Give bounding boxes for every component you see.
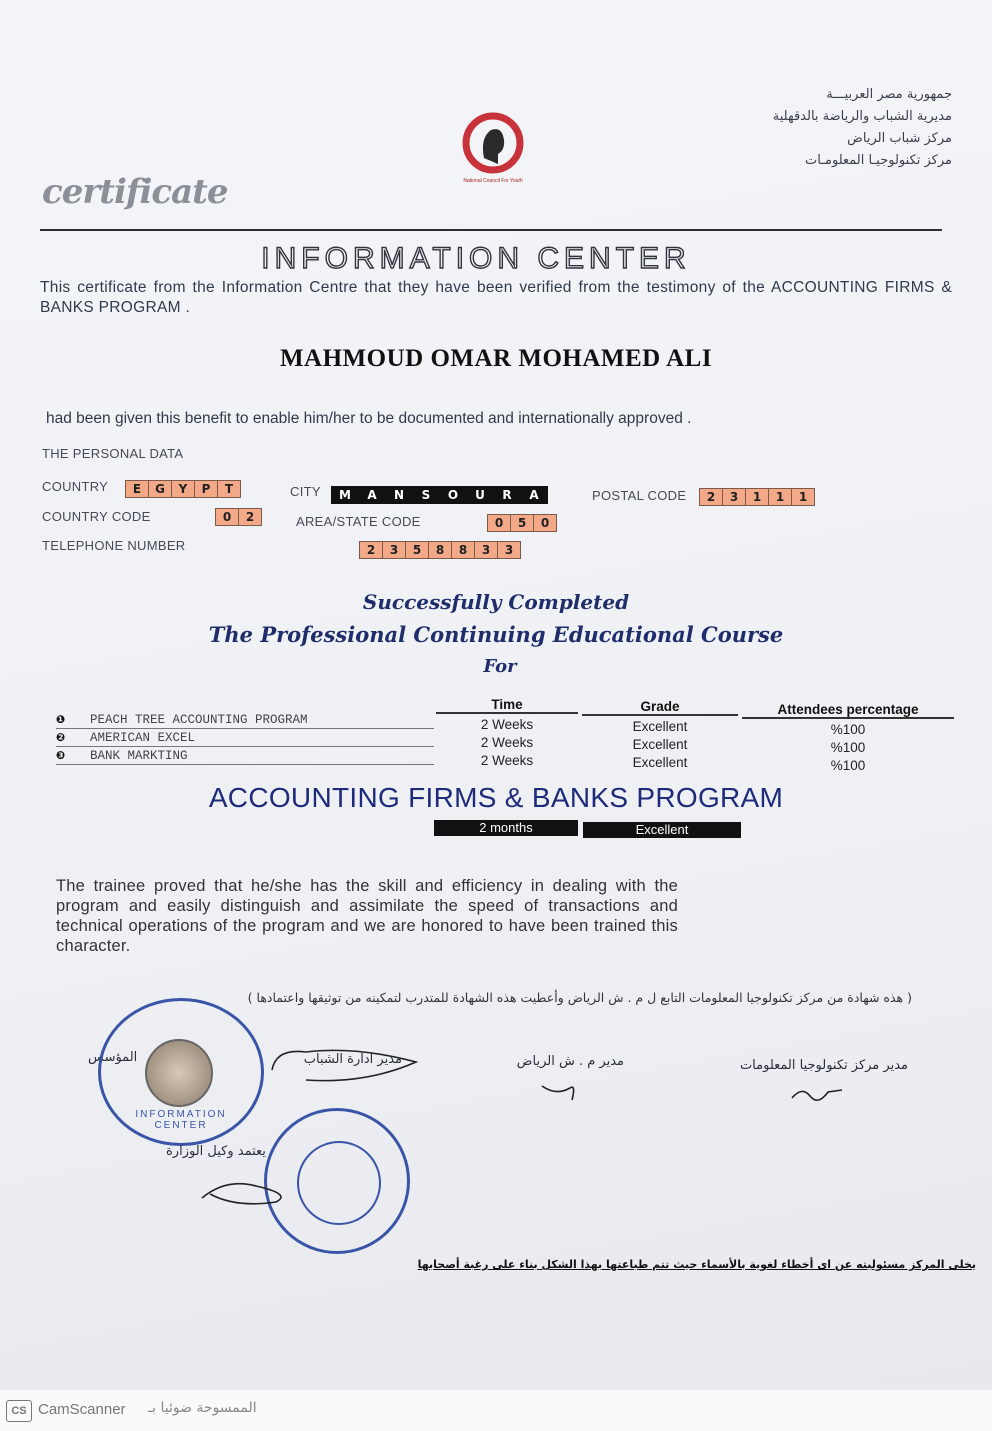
header-line: جمهورية مصر العربيـــة — [826, 87, 952, 102]
disclaimer: يخلى المركز مسئوليته عن اى أخطاء لغوية بالأسماء حيث تتم طباعتها بهذا الشكل بناء على رغبة أصحابها — [417, 1258, 976, 1271]
signature-scribble-icon — [196, 1172, 306, 1212]
country-label: COUNTRY — [42, 479, 109, 494]
char-box: Y — [171, 480, 195, 498]
course-row — [56, 747, 434, 765]
char-box: T — [217, 480, 241, 498]
char-box: 3 — [722, 488, 746, 506]
recipient-name: MAHMOUD OMAR MOHAMED ALI — [279, 345, 713, 372]
char-box: M — [331, 486, 359, 504]
char-box: 0 — [487, 514, 511, 532]
char-box: E — [125, 480, 149, 498]
course-row — [56, 711, 434, 729]
council-logo — [458, 98, 528, 188]
logo-caption: National Council For Youth — [463, 178, 523, 184]
postal-boxes — [700, 488, 815, 506]
country-boxes — [126, 480, 241, 498]
header-line: مديرية الشباب والرياضة بالدقهلية — [772, 109, 952, 124]
hologram-seal-icon — [145, 1039, 213, 1107]
country-code-boxes — [216, 508, 262, 526]
char-box: R — [493, 486, 521, 504]
time-cell: 2 Weeks — [480, 717, 534, 732]
header-line: مركز تكنولوجيـا المعلومـات — [805, 153, 952, 168]
signature-center-manager: مدير م . ش الرياض — [516, 1054, 624, 1069]
given-text: had been given this benefit to enable him/her to be documented and internationally approved . — [46, 410, 692, 427]
signature-youth-manager: مدير ادارة الشباب — [303, 1052, 402, 1067]
char-box: O — [439, 486, 467, 504]
eagle-emblem-icon — [297, 1141, 381, 1225]
grade-cell: Excellent — [632, 755, 688, 770]
time-cell: 2 Weeks — [480, 753, 534, 768]
scanner-brand: CamScanner — [38, 1401, 126, 1418]
course-name: AMERICAN EXCEL — [90, 730, 196, 745]
scanner-footer — [0, 1390, 992, 1431]
course-row — [56, 729, 434, 747]
header-rule — [40, 229, 942, 231]
char-box: 1 — [791, 488, 815, 506]
char-box: 2 — [359, 541, 383, 559]
time-cell: 2 Weeks — [480, 735, 534, 750]
char-box: 3 — [474, 541, 498, 559]
grade-cell: Excellent — [632, 737, 688, 752]
char-box: 2 — [699, 488, 723, 506]
program-duration: 2 months — [434, 820, 578, 836]
col-grade: Grade — [582, 699, 738, 716]
phone-label: TELEPHONE NUMBER — [42, 538, 186, 553]
arabic-note: ( هذه شهادة من مركز تكنولوجيا المعلومات التابع ل م . ش الرياض وأعطيت هذه الشهادة للمتدرب لتمكينه من توثيقها واعتمادها ) — [247, 990, 912, 1005]
signature-founder: المؤسس — [88, 1050, 138, 1065]
grade-cell: Excellent — [632, 719, 688, 734]
col-time: Time — [436, 697, 578, 714]
area-code-boxes — [488, 514, 557, 532]
scanner-arabic: الممسوحة ضوئيا بـ — [148, 1400, 257, 1416]
logo-emblem-icon — [458, 98, 528, 188]
area-code-label: AREA/STATE CODE — [296, 514, 421, 529]
char-box: 3 — [497, 541, 521, 559]
char-box: S — [412, 486, 440, 504]
postal-label: POSTAL CODE — [592, 488, 687, 503]
signature-scribble-icon — [536, 1074, 596, 1104]
attend-cell: %100 — [830, 758, 866, 773]
char-box: 0 — [533, 514, 557, 532]
char-box: 8 — [428, 541, 452, 559]
page-title: INFORMATION CENTER — [261, 242, 691, 275]
char-box: A — [520, 486, 548, 504]
arabic-header — [773, 84, 952, 172]
course-name: BANK MARKTING — [90, 748, 188, 763]
attend-cell: %100 — [830, 722, 866, 737]
char-box: P — [194, 480, 218, 498]
intro-text: This certificate from the Information Centre that they have been verified from the testimony of the ACCOUNTING FIRMS & BANKS PROGRAM . — [40, 279, 952, 316]
attend-cell: %100 — [830, 740, 866, 755]
signature-it-manager: مدير مركز تكنولوجيا المعلومات — [739, 1058, 908, 1073]
char-box: U — [466, 486, 494, 504]
personal-data-label: THE PERSONAL DATA — [42, 446, 184, 461]
program-grade: Excellent — [583, 822, 741, 838]
city-boxes — [332, 486, 548, 504]
char-box: N — [385, 486, 413, 504]
char-box: 0 — [215, 508, 239, 526]
completed-line: Successfully Completed — [362, 590, 630, 614]
country-code-label: COUNTRY CODE — [42, 509, 151, 524]
information-center-stamp — [98, 998, 264, 1146]
certificate-word: certificate — [42, 172, 228, 212]
char-box: 5 — [510, 514, 534, 532]
course-name: PEACH TREE ACCOUNTING PROGRAM — [90, 712, 308, 727]
program-name: ACCOUNTING FIRMS & BANKS PROGRAM — [208, 782, 784, 813]
col-attend: Attendees percentage — [742, 702, 954, 719]
char-box: 8 — [451, 541, 475, 559]
char-box: 1 — [745, 488, 769, 506]
bullet-icon: ❶ — [56, 713, 66, 726]
trainee-text: The trainee proved that he/she has the skill and efficiency in dealing with the program and easily distinguish and assimilate the speed of transactions and technical operations of the program and we are honored to have been trained this character. — [56, 877, 678, 955]
char-box: 5 — [405, 541, 429, 559]
char-box: G — [148, 480, 172, 498]
city-label: CITY — [290, 484, 321, 499]
course-line: The Professional Continuing Educational Course — [208, 622, 784, 647]
for-line: For — [483, 656, 517, 677]
ministry-approval: يعتمد وكيل الوزارة — [166, 1144, 266, 1159]
stamp-text: INFORMATION CENTER — [135, 1109, 227, 1131]
char-box: A — [358, 486, 386, 504]
bullet-icon: ❸ — [56, 749, 66, 762]
signature-scribble-icon — [266, 1040, 436, 1090]
char-box: 2 — [238, 508, 262, 526]
phone-boxes — [360, 541, 521, 559]
bullet-icon: ❷ — [56, 731, 66, 744]
char-box: 1 — [768, 488, 792, 506]
signature-scribble-icon — [788, 1082, 848, 1106]
header-line: مركز شباب الرياض — [847, 131, 952, 146]
char-box: 3 — [382, 541, 406, 559]
camscanner-logo-icon: CS — [6, 1400, 32, 1422]
